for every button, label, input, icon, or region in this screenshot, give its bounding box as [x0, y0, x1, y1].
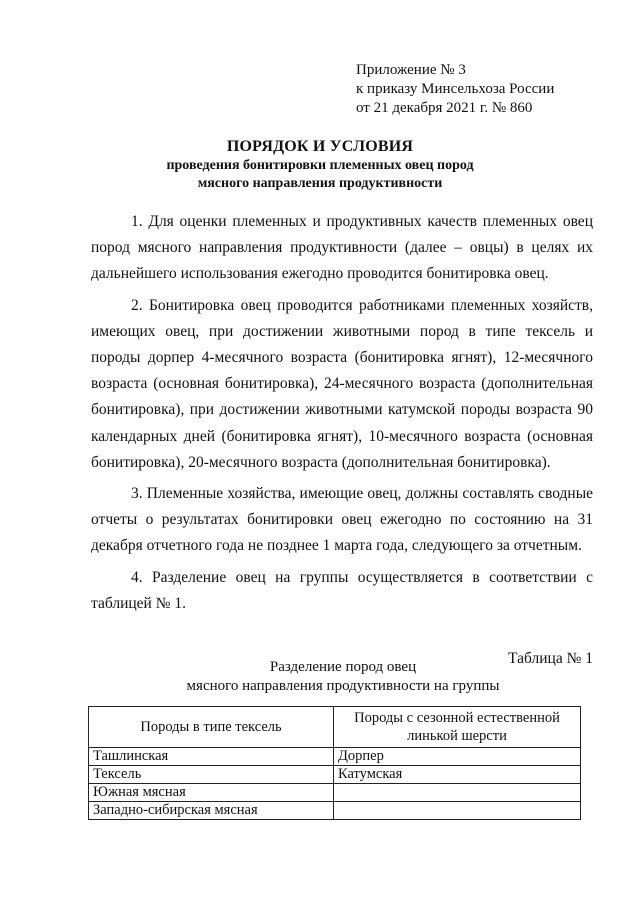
table-caption: Таблица № 1	[508, 650, 593, 667]
annex-order-ref: к приказу Минсельхоза России	[356, 81, 555, 97]
table-row	[89, 766, 581, 784]
table-cell: Тексель	[89, 766, 334, 784]
document-title	[0, 137, 640, 193]
annex-block	[356, 61, 554, 118]
document-body	[91, 209, 593, 622]
table-row	[89, 748, 581, 766]
paragraph-3: 3. Племенные хозяйства, имеющие овец, должны составлять сводные отчеты о результатах бонитировки овец ежегодно по состоянию на 31 декабря отчетного года не позднее 1 марта года, следующего за отчетным.	[91, 485, 593, 555]
table-header-row	[89, 707, 581, 748]
table-cell	[334, 802, 581, 820]
title-subtitle-line-1: проведения бонитировки племенных овец пород	[166, 158, 474, 173]
paragraph-2: 2. Бонитировка овец проводится работниками племенных хозяйств, имеющих овец, при достижении животными пород в типе тексель и породы дорпер 4-месячного возраста (бонитировка ягнят), 12-месячного возраста (основная бонитировка), 24-месячного возраста (дополнительная бонитировка), при достижении животными катумской породы возраста 90 календарных дней (бонитировка ягнят), 10-месячного возраста (основная бонитировка), 20-месячного возраста (дополнительная бонитировка).	[91, 296, 593, 471]
table-row	[89, 802, 581, 820]
table-cell: Ташлинская	[89, 748, 334, 766]
table-row	[89, 784, 581, 802]
table-header-texel: Породы в типе тексель	[89, 707, 334, 748]
title-main: ПОРЯДОК И УСЛОВИЯ	[226, 138, 414, 155]
paragraph-1: 1. Для оценки племенных и продуктивных качеств племенных овец пород мясного направления продуктивности (далее – овцы) в целях их дальнейшего использования ежегодно проводится бонитировка овец.	[91, 213, 593, 283]
table-cell: Катумская	[334, 766, 581, 784]
table-header-seasonal-molt: Породы с сезонной естественной линькой шерсти	[334, 707, 581, 748]
table-title-line-2: мясного направления продуктивности на группы	[186, 678, 500, 694]
table-title	[0, 658, 640, 696]
table-title-line-1: Разделение пород овец	[269, 659, 417, 675]
table-cell: Западно-сибирская мясная	[89, 802, 334, 820]
table-cell: Дорпер	[334, 748, 581, 766]
paragraph-4: 4. Разделение овец на группы осуществляется в соответствии с таблицей № 1.	[91, 568, 593, 612]
title-subtitle-line-2: мясного направления продуктивности	[197, 176, 443, 191]
table-cell	[334, 784, 581, 802]
table-cell: Южная мясная	[89, 784, 334, 802]
annex-number: Приложение № 3	[356, 62, 466, 78]
breed-groups-table	[88, 706, 581, 820]
annex-order-date: от 21 декабря 2021 г. № 860	[356, 100, 533, 116]
